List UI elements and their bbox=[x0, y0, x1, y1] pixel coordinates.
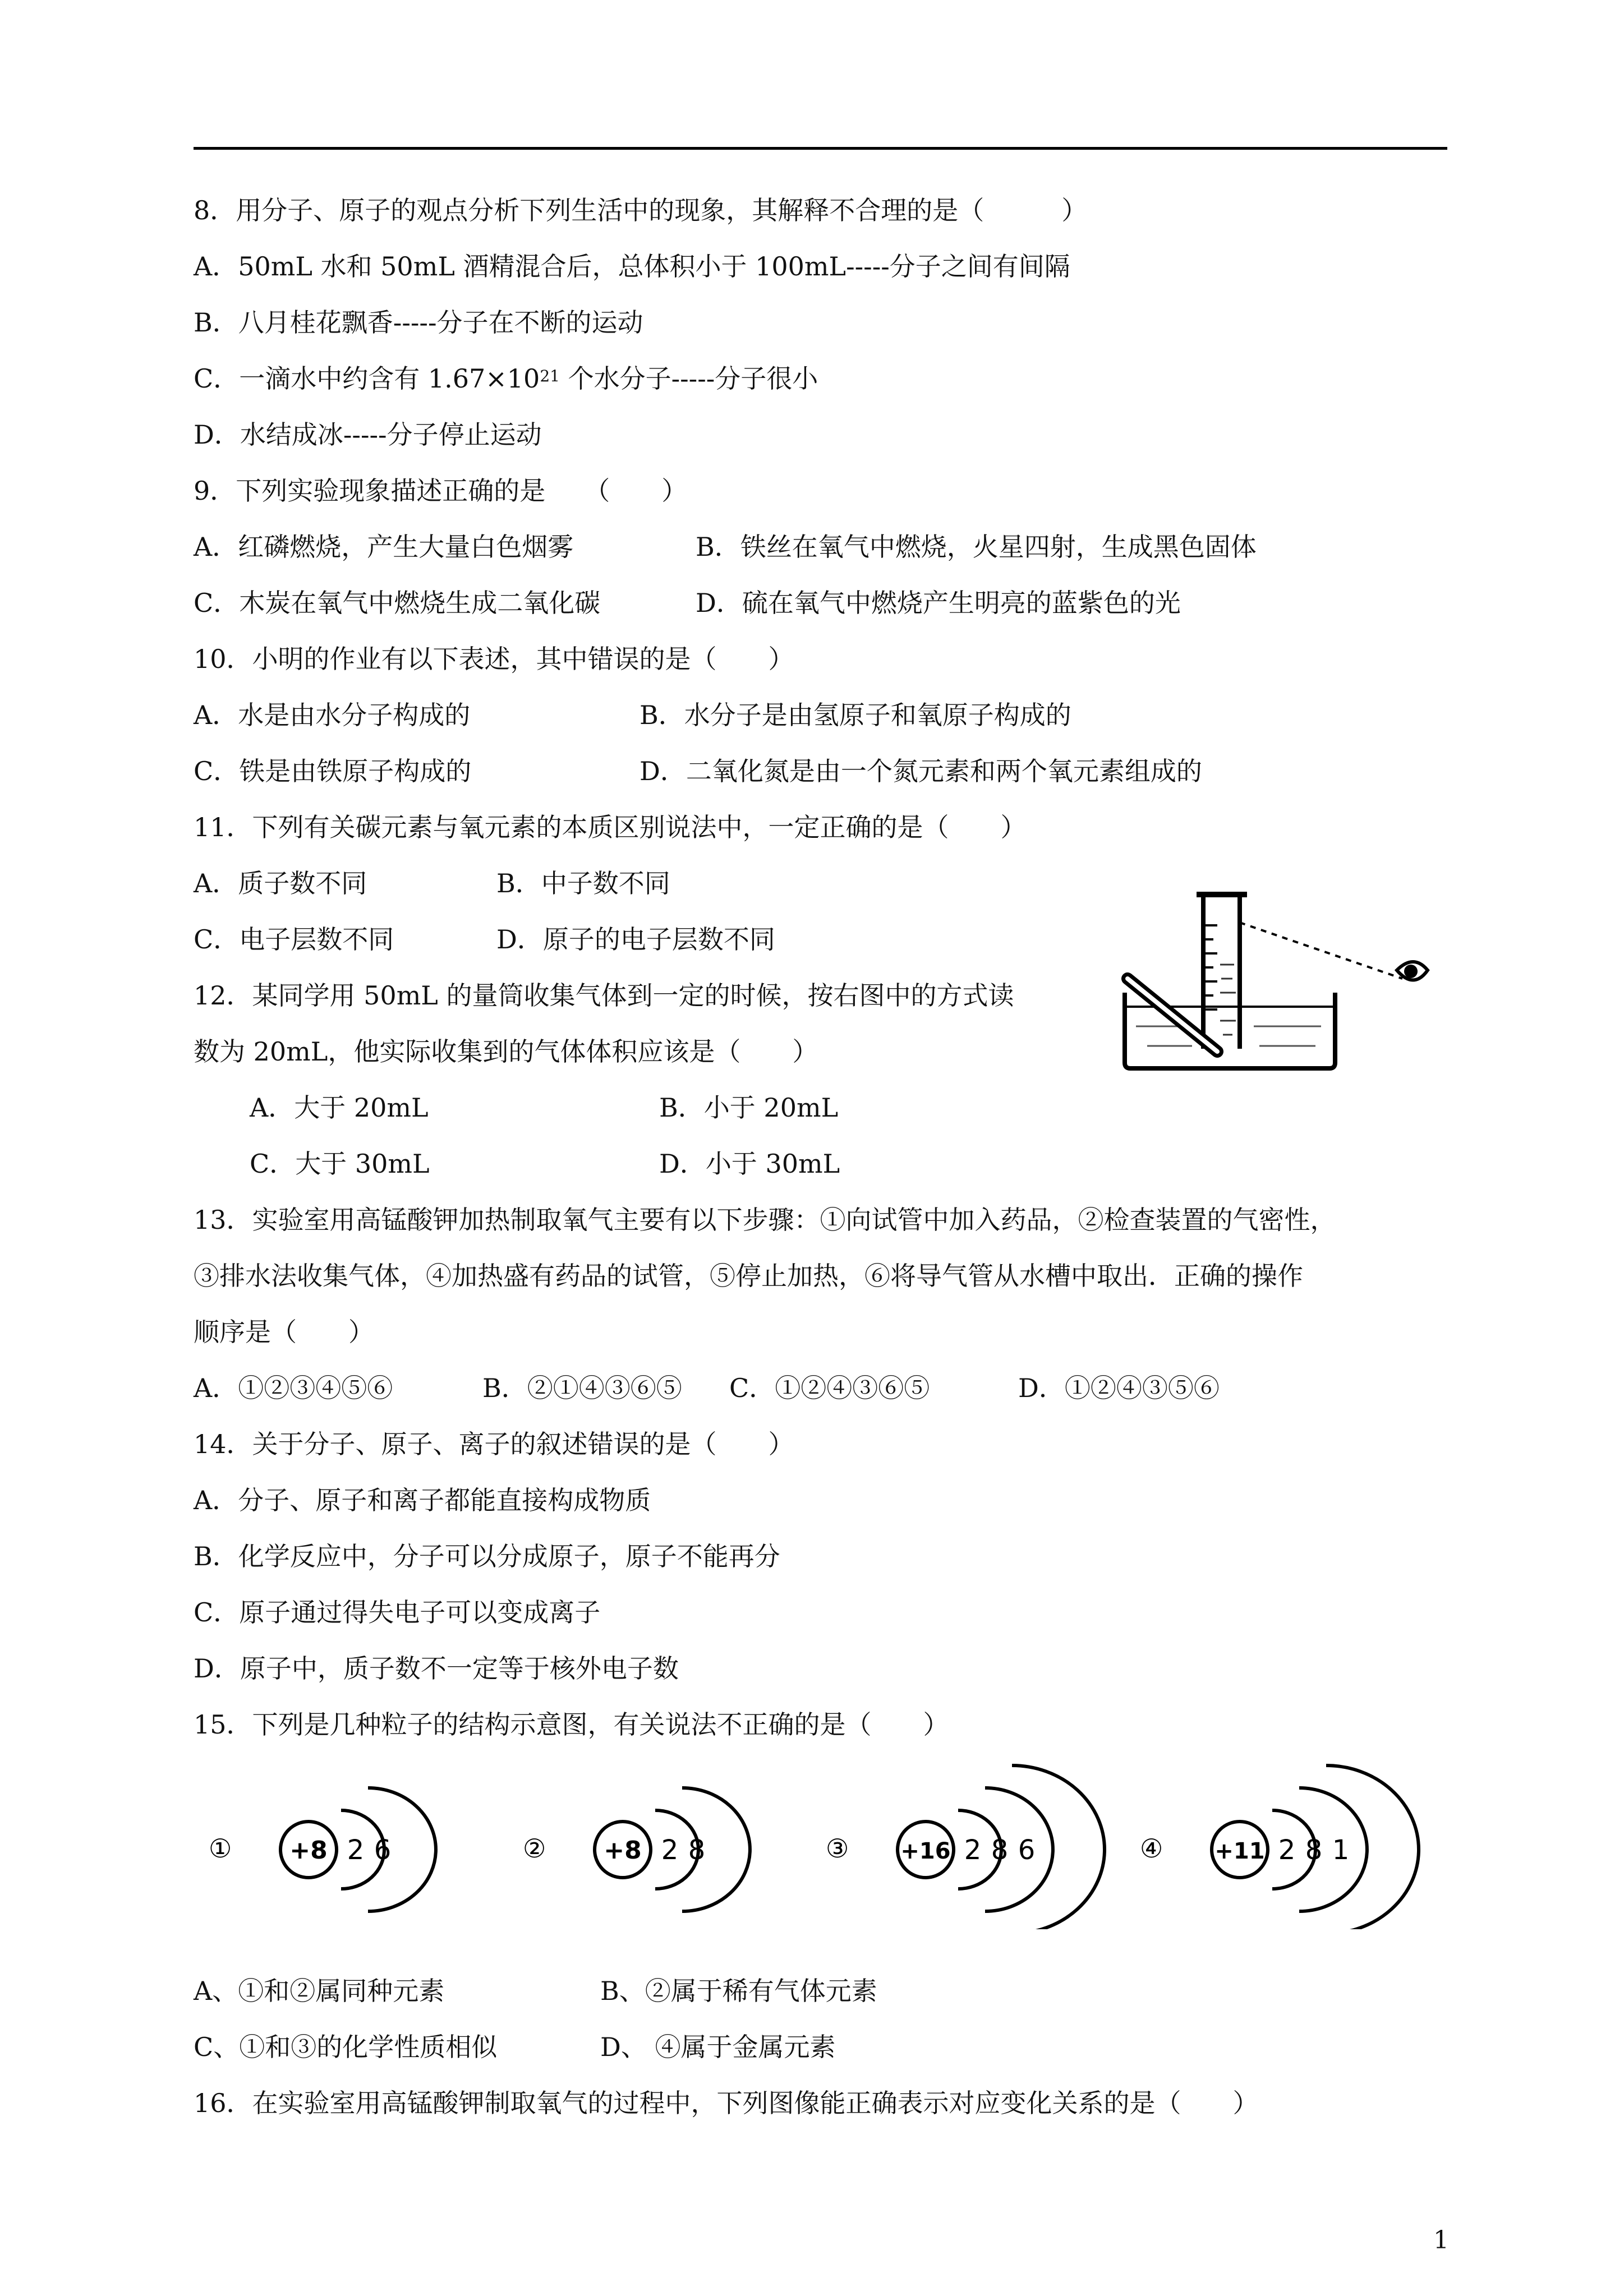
q12-option-b: B．小于 20mL bbox=[659, 1092, 839, 1123]
q14-option-b: B．化学反应中，分子可以分成原子，原子不能再分 bbox=[194, 1541, 780, 1571]
q13-stem-line2: ③排水法收集气体，④加热盛有药品的试管，⑤停止加热，⑥将导气管从水槽中取出．正确的操作 bbox=[194, 1261, 1303, 1291]
q10-option-b: B．水分子是由氢原子和氧原子构成的 bbox=[640, 700, 1071, 730]
q11-option-b: B．中子数不同 bbox=[496, 868, 670, 898]
q13-option-d: D．①②④③⑤⑥ bbox=[1018, 1373, 1220, 1403]
q9-stem: 9．下列实验现象描述正确的是 （ ） bbox=[194, 476, 688, 506]
particle-label: ① bbox=[209, 1833, 232, 1864]
q11-stem: 11．下列有关碳元素与氧元素的本质区别说法中，一定正确的是（ ） bbox=[194, 812, 1027, 842]
q11-option-a: A．质子数不同 bbox=[194, 868, 367, 898]
shell-electron-count: 2 bbox=[1278, 1834, 1296, 1866]
q9-option-b: B．铁丝在氧气中燃烧，火星四射，生成黑色固体 bbox=[696, 532, 1257, 562]
q12-stem-line2: 数为 20mL，他实际收集到的气体体积应该是（ ） bbox=[194, 1036, 818, 1067]
sight-line bbox=[1240, 923, 1402, 979]
header-rule bbox=[194, 147, 1447, 150]
q15-stem: 15．下列是几种粒子的结构示意图，有关说法不正确的是（ ） bbox=[194, 1709, 949, 1740]
q8-option-a: A．50mL 水和 50mL 酒精混合后，总体积小于 100mL-----分子之间有间隔 bbox=[194, 251, 1070, 282]
q13-stem-line1: 13．实验室用高锰酸钾加热制取氧气主要有以下步骤：①向试管中加入药品，②检查装置的气密性， bbox=[194, 1205, 1336, 1235]
q12-option-d: D．小于 30mL bbox=[659, 1149, 840, 1179]
q14-option-a: A．分子、原子和离子都能直接构成物质 bbox=[194, 1485, 651, 1515]
cylinder-lip bbox=[1197, 892, 1247, 897]
q8-option-c-pre: C．一滴水中约含有 1.67×10 bbox=[194, 363, 540, 394]
q10-stem: 10．小明的作业有以下表述，其中错误的是（ ） bbox=[194, 644, 794, 674]
shell-electron-count: 8 bbox=[1305, 1834, 1323, 1866]
q9-option-a: A．红磷燃烧，产生大量白色烟雾 bbox=[194, 532, 574, 562]
q15-option-b: B、②属于稀有气体元素 bbox=[600, 1976, 877, 2006]
graduated-cylinder-figure bbox=[1114, 880, 1444, 1094]
q10-option-a: A．水是由水分子构成的 bbox=[194, 700, 471, 730]
nucleus-charge: +11 bbox=[1214, 1838, 1265, 1864]
q16-stem: 16．在实验室用高锰酸钾制取氧气的过程中，下列图像能正确表示对应变化关系的是（ ） bbox=[194, 2088, 1259, 2118]
q13-option-b: B．②①④③⑥⑤ bbox=[482, 1373, 682, 1403]
q13-option-a: A．①②③④⑤⑥ bbox=[194, 1373, 393, 1403]
shell-electron-count: 8 bbox=[688, 1834, 706, 1866]
q11-option-d: D．原子的电子层数不同 bbox=[496, 924, 775, 955]
trough-water bbox=[1136, 1026, 1321, 1046]
q15-option-d: D、 ④属于金属元素 bbox=[600, 2032, 836, 2062]
particle-label: ④ bbox=[1140, 1833, 1163, 1864]
shell-electron-count: 1 bbox=[1332, 1834, 1350, 1866]
shell-electron-count: 2 bbox=[661, 1834, 679, 1866]
q13-stem-line3: 顺序是（ ） bbox=[194, 1317, 374, 1347]
cylinder-water bbox=[1220, 965, 1236, 1035]
q15-option-c: C、①和③的化学性质相似 bbox=[194, 2032, 498, 2062]
shell-electron-count: 6 bbox=[1018, 1834, 1036, 1866]
q8-option-c-exponent: 21 bbox=[540, 367, 560, 385]
q10-option-d: D．二氧化氮是由一个氮元素和两个氧元素组成的 bbox=[640, 756, 1202, 786]
q8-stem: 8．用分子、原子的观点分析下列生活中的现象，其解释不合理的是（ ） bbox=[194, 195, 1088, 225]
particle-diagram-4 bbox=[1133, 1761, 1447, 1929]
q11-option-c: C．电子层数不同 bbox=[194, 924, 394, 955]
q14-option-d: D．原子中，质子数不一定等于核外电子数 bbox=[194, 1653, 679, 1684]
nucleus-charge: +16 bbox=[900, 1838, 951, 1864]
q12-option-a: A．大于 20mL bbox=[250, 1092, 429, 1123]
q13-option-c: C．①②④③⑥⑤ bbox=[729, 1373, 930, 1403]
shell-electron-count: 8 bbox=[991, 1834, 1009, 1866]
q8-option-b: B．八月桂花飘香-----分子在不断的运动 bbox=[194, 307, 643, 338]
q8-option-c bbox=[194, 362, 818, 395]
particle-diagram-2 bbox=[516, 1761, 830, 1929]
page-number: 1 bbox=[1433, 2226, 1449, 2254]
q14-option-c: C．原子通过得失电子可以变成离子 bbox=[194, 1597, 601, 1628]
q8-option-d: D．水结成冰-----分子停止运动 bbox=[194, 419, 542, 450]
q8-option-c-post: 个水分子-----分子很小 bbox=[559, 363, 818, 394]
nucleus-charge: +8 bbox=[604, 1836, 642, 1865]
cylinder-graduations bbox=[1206, 925, 1217, 1009]
shell-electron-count: 2 bbox=[964, 1834, 982, 1866]
shell-electron-count: 6 bbox=[374, 1834, 392, 1866]
q9-option-d: D．硫在氧气中燃烧产生明亮的蓝紫色的光 bbox=[696, 588, 1181, 618]
q12-stem-line1: 12．某同学用 50mL 的量筒收集气体到一定的时候，按右图中的方式读 bbox=[194, 980, 1014, 1011]
particle-diagram-1 bbox=[202, 1761, 516, 1929]
particle-label: ③ bbox=[826, 1833, 849, 1864]
q12-option-c: C．大于 30mL bbox=[250, 1149, 430, 1179]
q15-option-a: A、①和②属同种元素 bbox=[194, 1976, 445, 2006]
q10-option-c: C．铁是由铁原子构成的 bbox=[194, 756, 472, 786]
nucleus-charge: +8 bbox=[289, 1836, 328, 1865]
q9-option-c: C．木炭在氧气中燃烧生成二氧化碳 bbox=[194, 588, 601, 618]
q14-stem: 14．关于分子、原子、离子的叙述错误的是（ ） bbox=[194, 1429, 794, 1459]
shell-electron-count: 2 bbox=[347, 1834, 365, 1866]
particle-label: ② bbox=[523, 1833, 546, 1864]
particle-diagram-3 bbox=[819, 1761, 1133, 1929]
